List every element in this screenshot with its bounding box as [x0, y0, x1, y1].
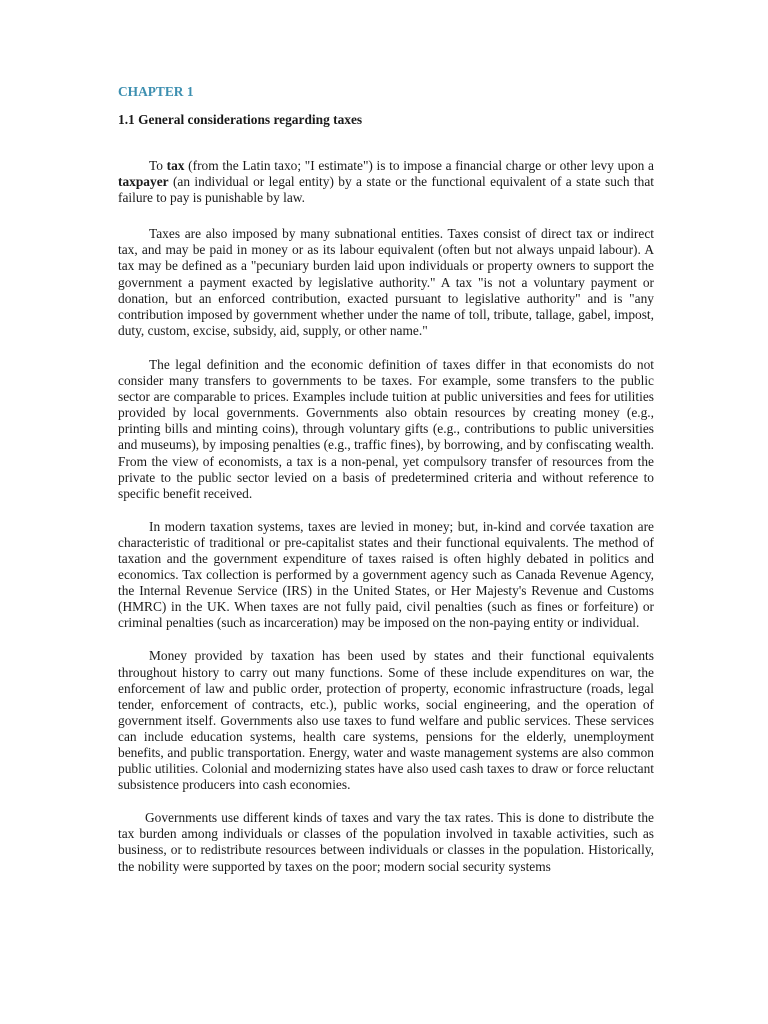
chapter-heading: CHAPTER 1 — [118, 84, 194, 99]
term-tax: tax — [166, 158, 185, 173]
paragraph-modern-taxation: In modern taxation systems, taxes are levied in money; but, in-kind and corvée taxation are characteristic of traditional or pre-capitalist states and their functional equivalents. The method of taxation and the government expenditure of taxes raised is often highly debated in politics and economics. Tax collection is performed by a government agency such as Canada Revenue Agency, the Internal Revenue Service (IRS) in the United States, or Her Majesty's Revenue and Customs (HMRC) in the UK. When taxes are not fully paid, civil penalties (such as fines or forfeiture) or criminal penalties (such as incarceration) may be imposed on the non-paying entity or individual. — [118, 518, 654, 631]
term-taxpayer: taxpayer — [118, 174, 169, 190]
paragraph-uses-of-taxation: Money provided by taxation has been used by states and their functional equivalents throughout history to carry out many functions. Some of these include expenditures on war, the enforcement of law and public order, protection of property, economic infrastructure (roads, legal tender, enforcement of contracts, etc.), public works, social engineering, and the operation of government itself. Governments also use taxes to fund welfare and public services. These services can include education systems, health care systems, pensions for the elderly, unemployment benefits, and public transportation. Energy, water and waste management systems are also common public utilities. Colonial and modernizing states have also used cash taxes to draw or force reluctant subsistence producers into cash economies. — [118, 648, 654, 793]
paragraph-legal-economic-definition: The legal definition and the economic definition of taxes differ in that economists do not consider many transfers to governments to be taxes. For example, some transfers to the public sector are comparable to prices. Examples include tuition at public universities and fees for utilities provided by local governments. Governments also obtain resources by creating money (e.g., printing bills and minting coins), through voluntary gifts (e.g., contributions to public universities and museums), by imposing penalties (e.g., traffic fines), by borrowing, and by confiscating wealth. From the view of economists, a tax is a non-penal, yet compulsory transfer of resources from the private to the public sector levied on a basis of predetermined criteria and without reference to specific benefit received. — [118, 356, 654, 501]
paragraph-subnational-entities: Taxes are also imposed by many subnational entities. Taxes consist of direct tax or indirect tax, and may be paid in money or as its labour equivalent (often but not always unpaid labour). A tax may be defined as a "pecuniary burden laid upon individuals or property owners to support the government a payment exacted by legislative authority." A tax "is not a voluntary payment or donation, but an enforced contribution, exacted pursuant to legislative authority" and is "any contribution imposed by government whether under the name of toll, tribute, tallage, gabel, impost, duty, custom, excise, subsidy, aid, supply, or other name." — [118, 226, 654, 338]
paragraph-tax-rates: Governments use different kinds of taxes and vary the tax rates. This is done to distribute the tax burden among individuals or classes of the population involved in taxable activities, such as business, or to redistribute resources between individuals or classes in the population. Historically, the nobility were supported by taxes on the poor; modern social security systems — [118, 810, 654, 874]
page-content — [118, 84, 654, 875]
p1-text-middle: (from the Latin taxo; "I estimate") is to impose a financial charge or other levy upon a — [184, 158, 654, 173]
p1-text-end: (an individual or legal entity) by a state or the functional equivalent of a state such that failure to pay is punishable by law. — [118, 174, 654, 206]
section-heading: 1.1 General considerations regarding taxes — [118, 112, 363, 127]
paragraph-tax-definition — [118, 158, 654, 206]
p1-text-start: To — [149, 158, 167, 173]
